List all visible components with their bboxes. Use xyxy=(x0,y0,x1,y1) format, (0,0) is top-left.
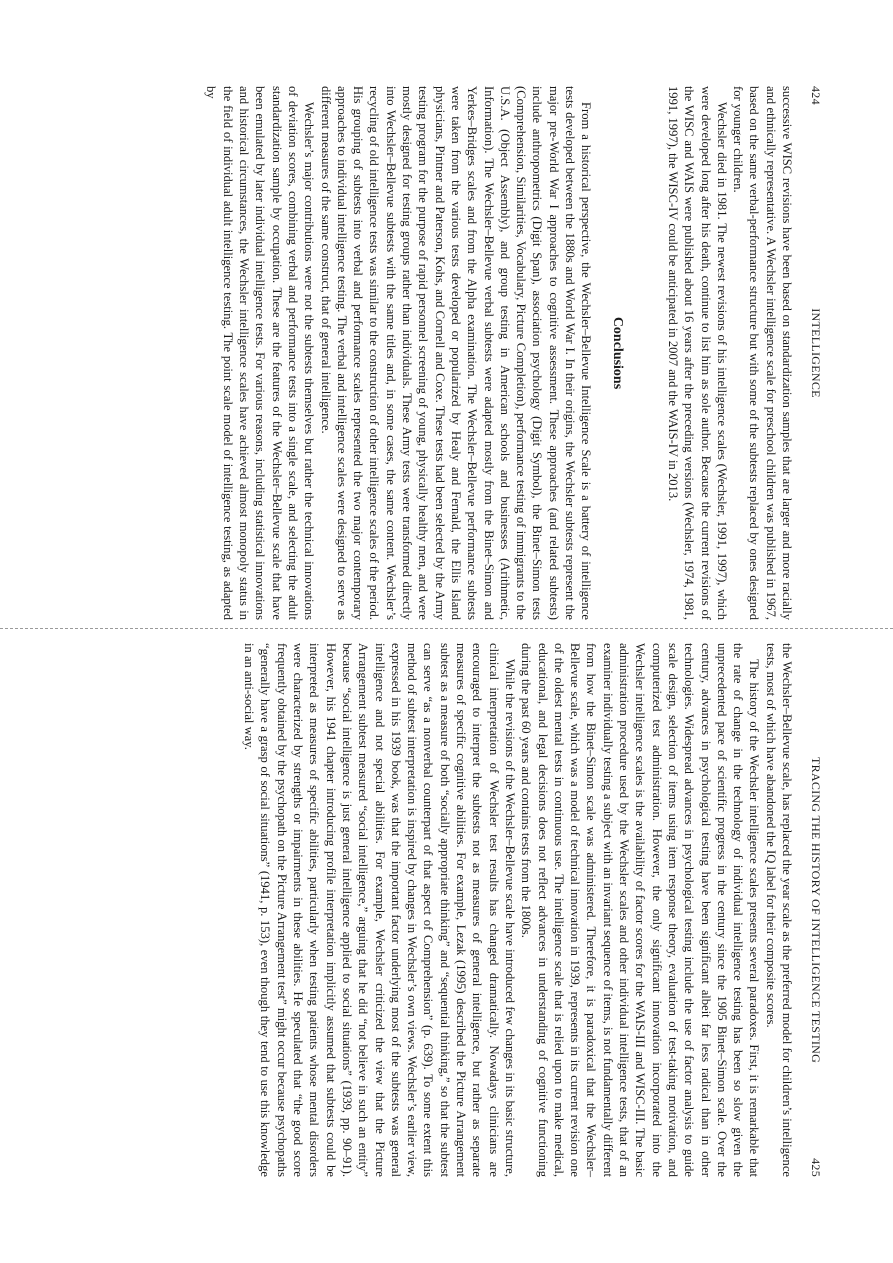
page-424 xyxy=(0,0,893,620)
section-heading-conclusions: Conclusions xyxy=(609,316,625,390)
paragraph: Wechsler’s major contributions were not the subtests themselves but rather the technical innovations of deviation scores, combining verbal and performance tests into a single scale, and selecting the adult standardization sample by occupation. These are the features of the Wechsler–Bellevue scale that have been emulated by later individual intelligence tests. For various reasons, including statistical innovations and historical circumstances, the Wechsler intelligence scales have achieved almost monopoly status in the field of individual adult intelligence testing. The point scale model of intelligence testing, as adapted by xyxy=(204,86,317,620)
text-column-left xyxy=(203,86,795,620)
folio-425: 425 xyxy=(809,1158,823,1177)
paragraph: Wechsler died in 1981. The newest revisions of his intelligence scales (Wechsler, 1991, 1997), which were developed long after his death, continue to list him as sole author. Because the current revisions of the WISC and WAIS were published about 16 years after the preceding versions (Wechsler, 1974, 1981, 1991, 1997), the WISC-IV could be anticipated in 2007 and the WAIS-IV in 2013. xyxy=(665,86,729,620)
running-head-title-right: TRACING THE HISTORY OF INTELLIGENCE TESTING xyxy=(809,756,823,1064)
paragraph: While the revisions of the Wechsler–Bellevue scale have introduced few changes in its basic structure, clinical interpretation of Wechsler test results has changed dramatically. Nowadays clinicians are encouraged to interpret the subtests not as measures of general intelligence, but rather as separate measures of specific cognitive abilities. For example, Lezak (1995) described the Picture Arrangement subtest as a measure of both “socially appropriate thinking” and “sequential thinking,” so that the subtest can serve “as a nonverbal counterpart of that aspect of Comprehension” (p. 639). To some extent this method of subtest interpretation is inspired by changes in Wechsler’s own views. Wechsler’s earlier view, expressed in his 1939 book, was that the important factor underlying most of the subtests was general intelligence and not special abilities. For example, Wechsler criticized the view that the Picture Arrangement subtest measured “social intelligence,” arguing that he did “not believe in such an entity” because “social intelligence is just general intelligence applied to social situations” (1939, pp. 90–91). However, his 1941 chapter introducing profile interpretation implicitly assumed that subtests could be interpreted as measures of specific abilities, particularly when testing patients whose mental disorders were characterized by strengths or impairments in these abilities. He speculated that “the good score frequently obtained by the psychopath on the Picture Arrangement test” might occur because psychopaths “generally have a grasp of social situations” (1941, p. 153), even though they tend to use this knowledge in an anti-social way. xyxy=(242,643,517,1177)
page-gutter-divider xyxy=(0,628,893,637)
paragraph: From a historical perspective, the Wechsler–Bellevue Intelligence Scale is a battery of intelligence tests developed between the 1880s and World War I. In their origins, the Wechsler subtests represent the major pre-World War I approaches to cognitive assessment. These approaches (and related subtests) include anthropometrics (Digit Span), association psychology (Digit Symbol), the Binet–Simon tests (Comprehension, Similarities, Vocabulary, Picture Completion), performance testing of immigrants to the U.S.A. (Object Assembly), and group testing in American schools and businesses (Arithmetic, Information). The Wechsler–Bellevue verbal subtests were adapted mostly from the Binet–Simon and Yerkes–Bridges scales and from the Alpha examination. The Wechsler–Bellevue performance subtests were taken from the various tests developed or popularized by Healy and Fernald, the Ellis Island physicians, Pintner and Paterson, Kohs, and Cornell and Coxe. These tests had been selected by the Army testing program for the purpose of rapid personnel screening of young, physically healthy men, and were mostly designed for testing groups rather than individuals. These Army tests were transformed directly into Wechsler–Bellevue subtests with the same titles and, in some cases, the same content. Wechsler’s recycling of old intelligence tests was similar to the construction of other intelligence scales of the period. His grouping of subtests into verbal and performance scales represented the two major contemporary approaches to individual intelligence testing. The verbal and intelligence scales were designed to serve as different measures of the same construct, that of general intelligence. xyxy=(318,86,594,620)
folio-424: 424 xyxy=(809,86,823,105)
paragraph: the Wechsler–Bellevue scale, has replaced the year scale as the preferred model for children’s intelligence tests, most of which have abandoned the IQ label for their composite scores. xyxy=(763,643,794,1177)
running-head-title-left: INTELLIGENCE xyxy=(809,308,823,398)
paragraph: successive WISC revisions have been based on standardization samples that are larger and more racially and ethnically representative. A Wechsler intelligence scale for preschool children was published in 1967, based on the same verbal-performance structure but with some of the subtests replaced by ones designed for younger children. xyxy=(731,86,794,620)
paragraph: The history of the Wechsler intelligence scales presents several paradoxes. First, it is remarkable that the rate of change in the technology of individual intelligence testing has been so slow given the unprecedented pace of scientific progress in the century since the 1905 Binet–Simon scale. Over the century, advances in psychological testing have been significant albeit far less radical than in other technologies. Widespread advances in psychological testing include the use of factor analysis to guide scale design, selection of items using item response theory, evaluation of test-taking motivation, and computerized test administration. However, the only significant innovation incorporated into the Wechsler intelligence scales is the availability of factor scores for the WAIS-III and WISC-III. The basic administration procedure used by the Wechsler scales and other individual intelligence tests, that of an examiner individually testing a subject with an invariant sequence of items, is not fundamentally different from how the Binet–Simon scale was administered. Therefore, it is paradoxical that the Wechsler–Bellevue scale, which was a model of technical innovation in 1939, represents in its current revision one of the oldest mental tests in continuous use. The intelligence scale that is relied upon to make medical, educational, and legal decisions does not reflect advances in understanding of cognitive functioning during the past 60 years and contains tests from the 1800s. xyxy=(519,643,762,1177)
text-column-right xyxy=(241,643,795,1177)
page-425 xyxy=(0,643,893,1263)
